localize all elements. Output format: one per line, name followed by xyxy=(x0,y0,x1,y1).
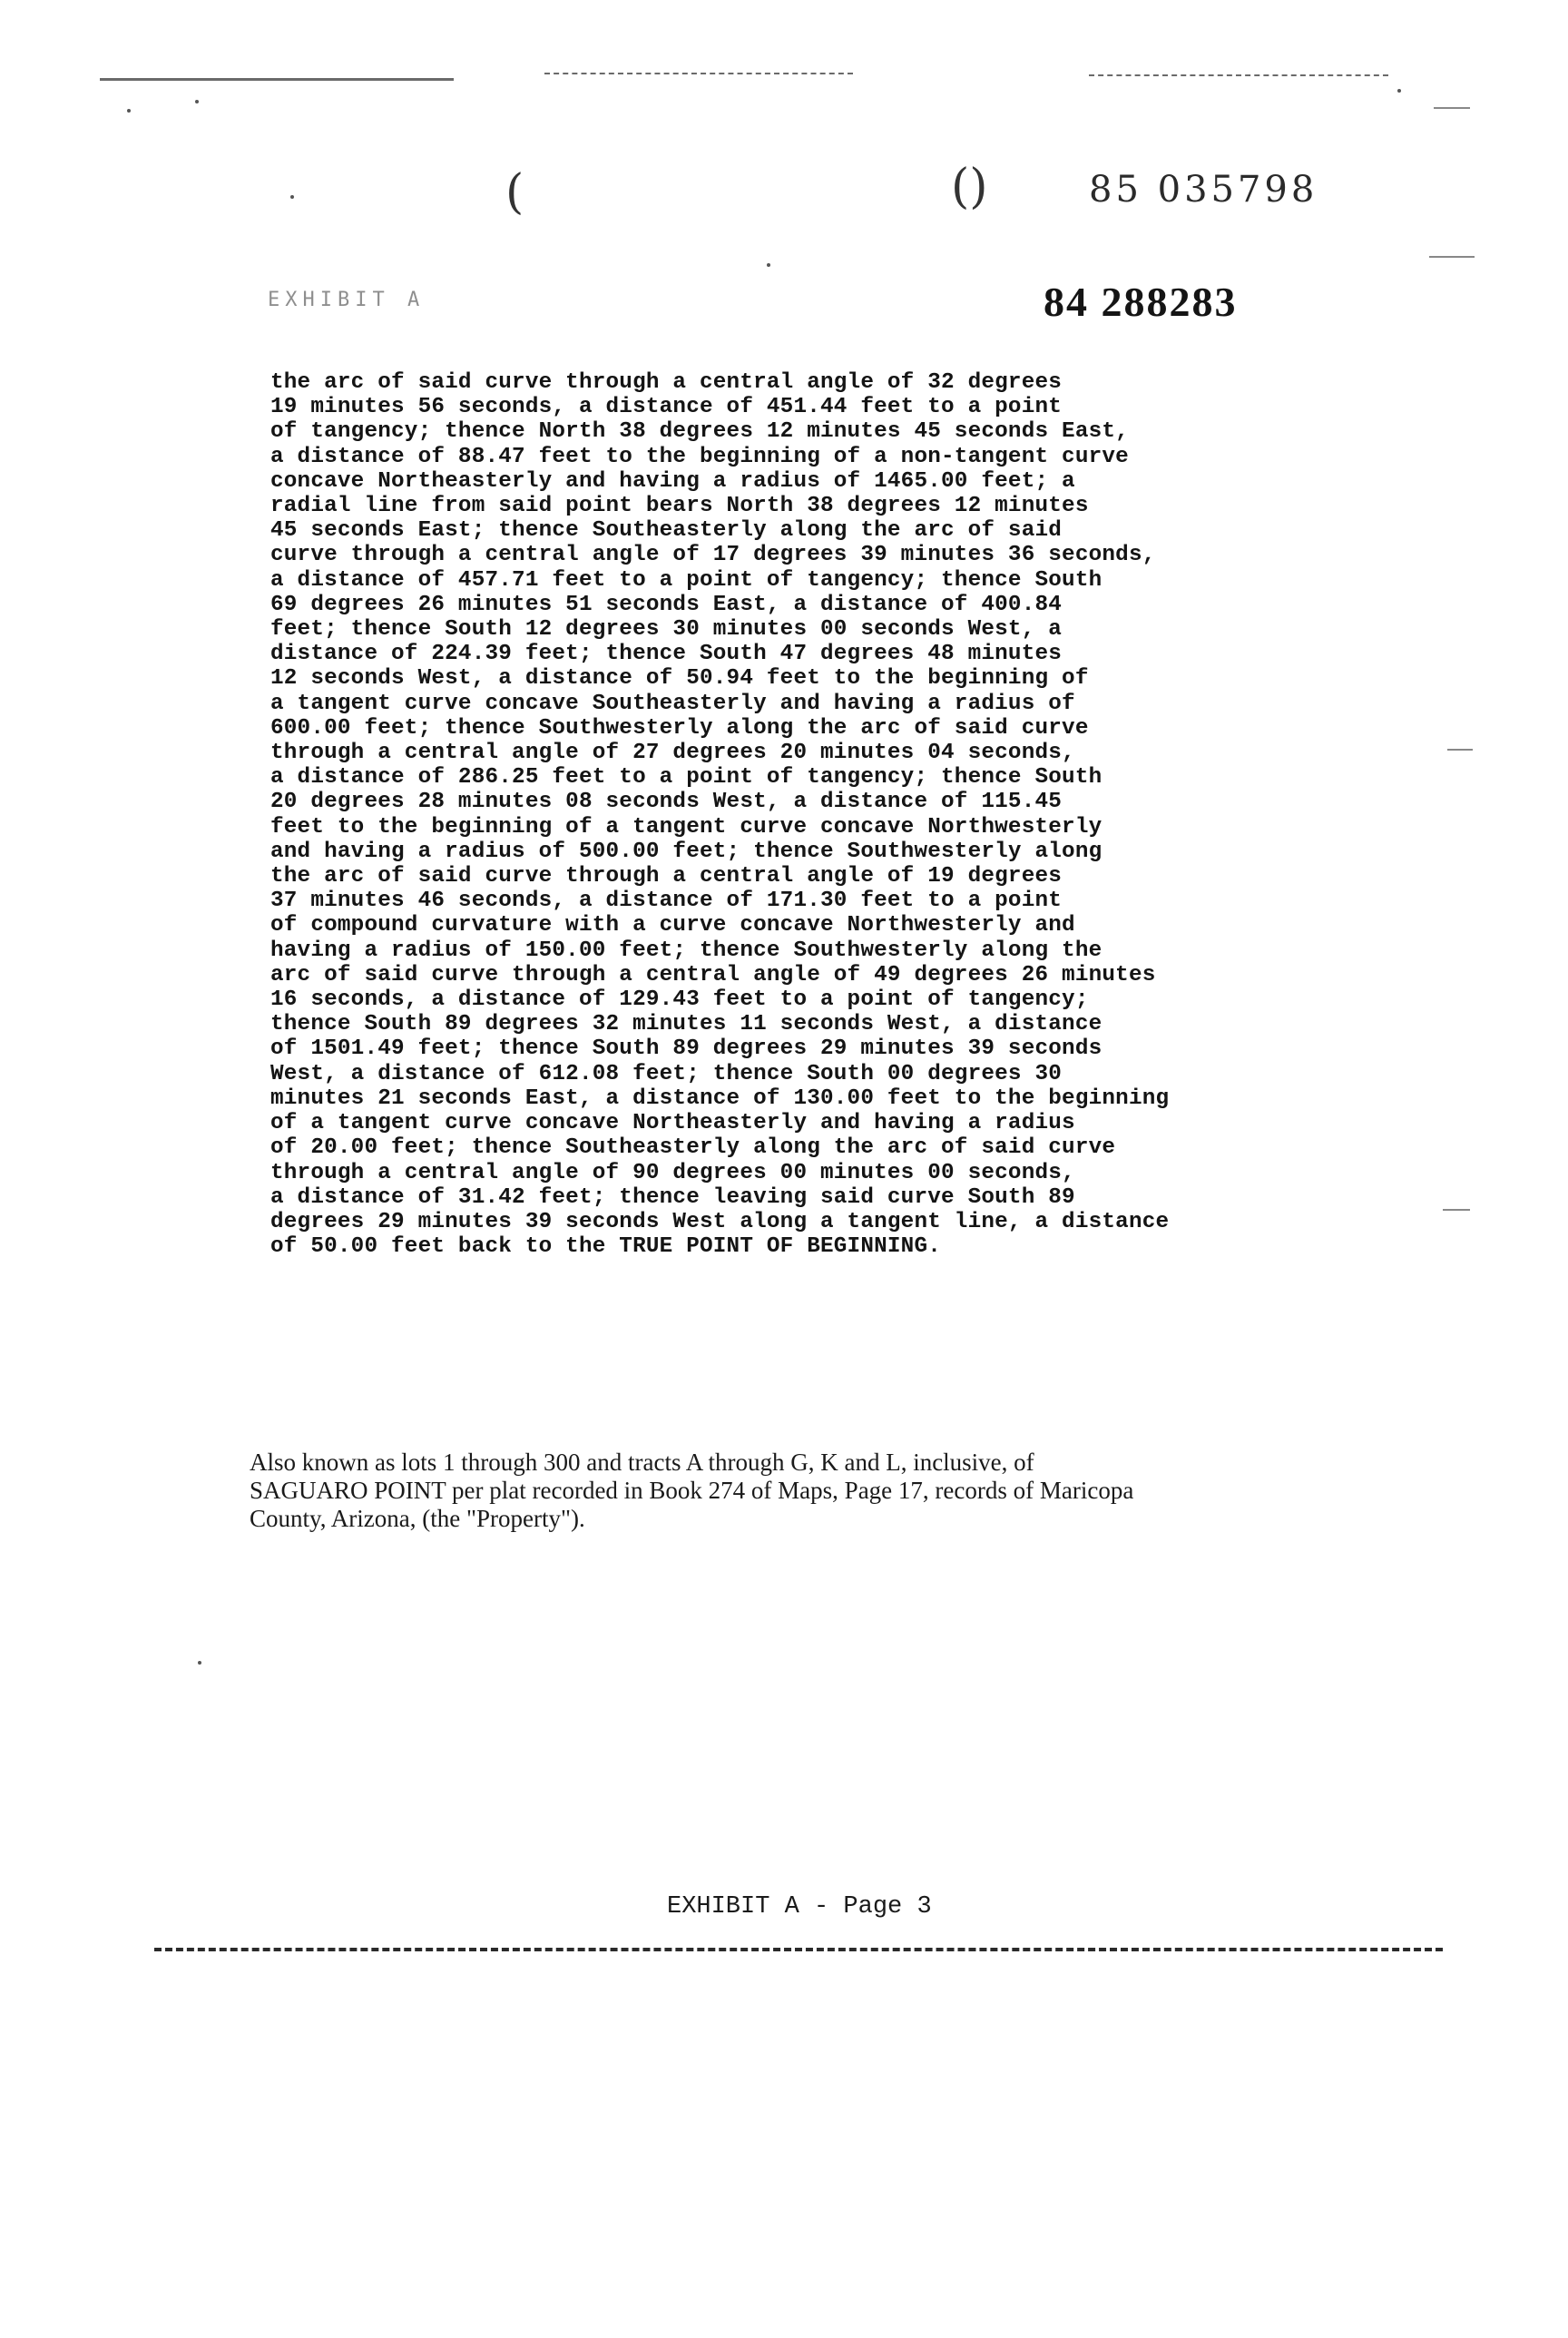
scan-artifact-top-right xyxy=(1089,74,1388,76)
legal-description-line: of tangency; thence North 38 degrees 12 minutes 45 seconds East, xyxy=(270,419,1129,445)
section-label: EXHIBIT A xyxy=(268,289,426,311)
legal-description-line: of 1501.49 feet; thence South 89 degrees 29 minutes 39 seconds xyxy=(270,1036,1102,1062)
legal-description-line: of a tangent curve concave Northeasterly and having a radius xyxy=(270,1111,1075,1136)
scan-artifact-top-left xyxy=(100,78,454,81)
legal-description-line: and having a radius of 500.00 feet; thence Southwesterly along xyxy=(270,839,1102,864)
legal-description-line: 600.00 feet; thence Southwesterly along the arc of said curve xyxy=(270,715,1089,741)
legal-description-line: a distance of 31.42 feet; thence leaving said curve South 89 xyxy=(270,1184,1075,1210)
also-known-as-line: Also known as lots 1 through 300 and tracts A through G, K and L, inclusive, of xyxy=(250,1449,1034,1476)
margin-tick xyxy=(1434,107,1470,109)
legal-description-line: of 50.00 feet back to the TRUE POINT OF BEGINNING. xyxy=(270,1234,942,1260)
legal-description-line: concave Northeasterly and having a radius of 1465.00 feet; a xyxy=(270,468,1075,494)
legal-description-line: feet; thence South 12 degrees 30 minutes 00 seconds West, a xyxy=(270,617,1063,643)
legal-description-line: having a radius of 150.00 feet; thence Southwesterly along the xyxy=(270,938,1102,963)
exhibit-page-label: EXHIBIT A - Page 3 xyxy=(667,1893,932,1920)
legal-description-line: through a central angle of 27 degrees 20 minutes 04 seconds, xyxy=(270,741,1075,766)
legal-description-line: a tangent curve concave Southeasterly and having a radius of xyxy=(270,691,1075,716)
punch-hole-mark-left: ( xyxy=(505,165,524,220)
scan-speck xyxy=(1397,89,1401,93)
scan-speck xyxy=(198,1661,201,1665)
legal-description-line: a distance of 286.25 feet to a point of tangency; thence South xyxy=(270,765,1102,791)
legal-description-line: a distance of 457.71 feet to a point of tangency; thence South xyxy=(270,567,1102,593)
legal-description-line: a distance of 88.47 feet to the beginning of a non-tangent curve xyxy=(270,444,1129,469)
legal-description-line: 69 degrees 26 minutes 51 seconds East, a distance of 400.84 xyxy=(270,592,1063,617)
punch-hole-mark-right: () xyxy=(951,160,988,214)
scan-speck xyxy=(127,109,131,113)
legal-description-line: West, a distance of 612.08 feet; thence South 00 degrees 30 xyxy=(270,1061,1063,1086)
scan-speck xyxy=(290,195,294,199)
legal-description-line: 12 seconds West, a distance of 50.94 feet to the beginning of xyxy=(270,666,1089,692)
legal-description-line: through a central angle of 90 degrees 00 minutes 00 seconds, xyxy=(270,1160,1075,1185)
margin-tick xyxy=(1447,749,1473,751)
legal-description-line: radial line from said point bears North 38 degrees 12 minutes xyxy=(270,494,1089,519)
margin-tick xyxy=(1443,1209,1470,1211)
legal-description-line: curve through a central angle of 17 degrees 39 minutes 36 seconds, xyxy=(270,543,1156,568)
scan-artifact-top-mid xyxy=(544,73,853,74)
legal-description-line: feet to the beginning of a tangent curve concave Northwesterly xyxy=(270,814,1102,840)
scan-speck xyxy=(767,263,770,267)
legal-description-line: of 20.00 feet; thence Southeasterly along the arc of said curve xyxy=(270,1135,1116,1161)
also-known-as-paragraph xyxy=(250,1449,1320,1533)
legal-description-line: distance of 224.39 feet; thence South 47 degrees 48 minutes xyxy=(270,642,1063,667)
legal-description-line: degrees 29 minutes 39 seconds West along a tangent line, a distance xyxy=(270,1209,1170,1234)
legal-description xyxy=(270,370,1334,1259)
scan-speck xyxy=(195,100,199,103)
also-known-as-line: SAGUARO POINT per plat recorded in Book 274 of Maps, Page 17, records of Maricopa xyxy=(250,1477,1134,1504)
legal-description-line: the arc of said curve through a central angle of 32 degrees xyxy=(270,370,1063,395)
legal-description-line: arc of said curve through a central angle of 49 degrees 26 minutes xyxy=(270,962,1156,987)
legal-description-line: 37 minutes 46 seconds, a distance of 171.30 feet to a point xyxy=(270,889,1063,914)
legal-description-line: the arc of said curve through a central angle of 19 degrees xyxy=(270,864,1063,889)
margin-tick xyxy=(1429,256,1475,258)
also-known-as-line: County, Arizona, (the "Property"). xyxy=(250,1505,585,1532)
legal-description-line: 20 degrees 28 minutes 08 seconds West, a distance of 115.45 xyxy=(270,790,1063,815)
legal-description-line: thence South 89 degrees 32 minutes 11 seconds West, a distance xyxy=(270,1012,1102,1037)
legal-description-line: 16 seconds, a distance of 129.43 feet to a point of tangency; xyxy=(270,987,1089,1013)
recording-number-bold: 84 288283 xyxy=(1044,279,1238,325)
bottom-divider xyxy=(154,1948,1443,1951)
legal-description-line: 19 minutes 56 seconds, a distance of 451.44 feet to a point xyxy=(270,395,1063,420)
legal-description-line: minutes 21 seconds East, a distance of 130.00 feet to the beginning xyxy=(270,1086,1170,1111)
recording-number-top: 85 035798 xyxy=(1089,169,1318,211)
legal-description-line: of compound curvature with a curve concave Northwesterly and xyxy=(270,913,1075,938)
legal-description-line: 45 seconds East; thence Southeasterly along the arc of said xyxy=(270,518,1063,544)
